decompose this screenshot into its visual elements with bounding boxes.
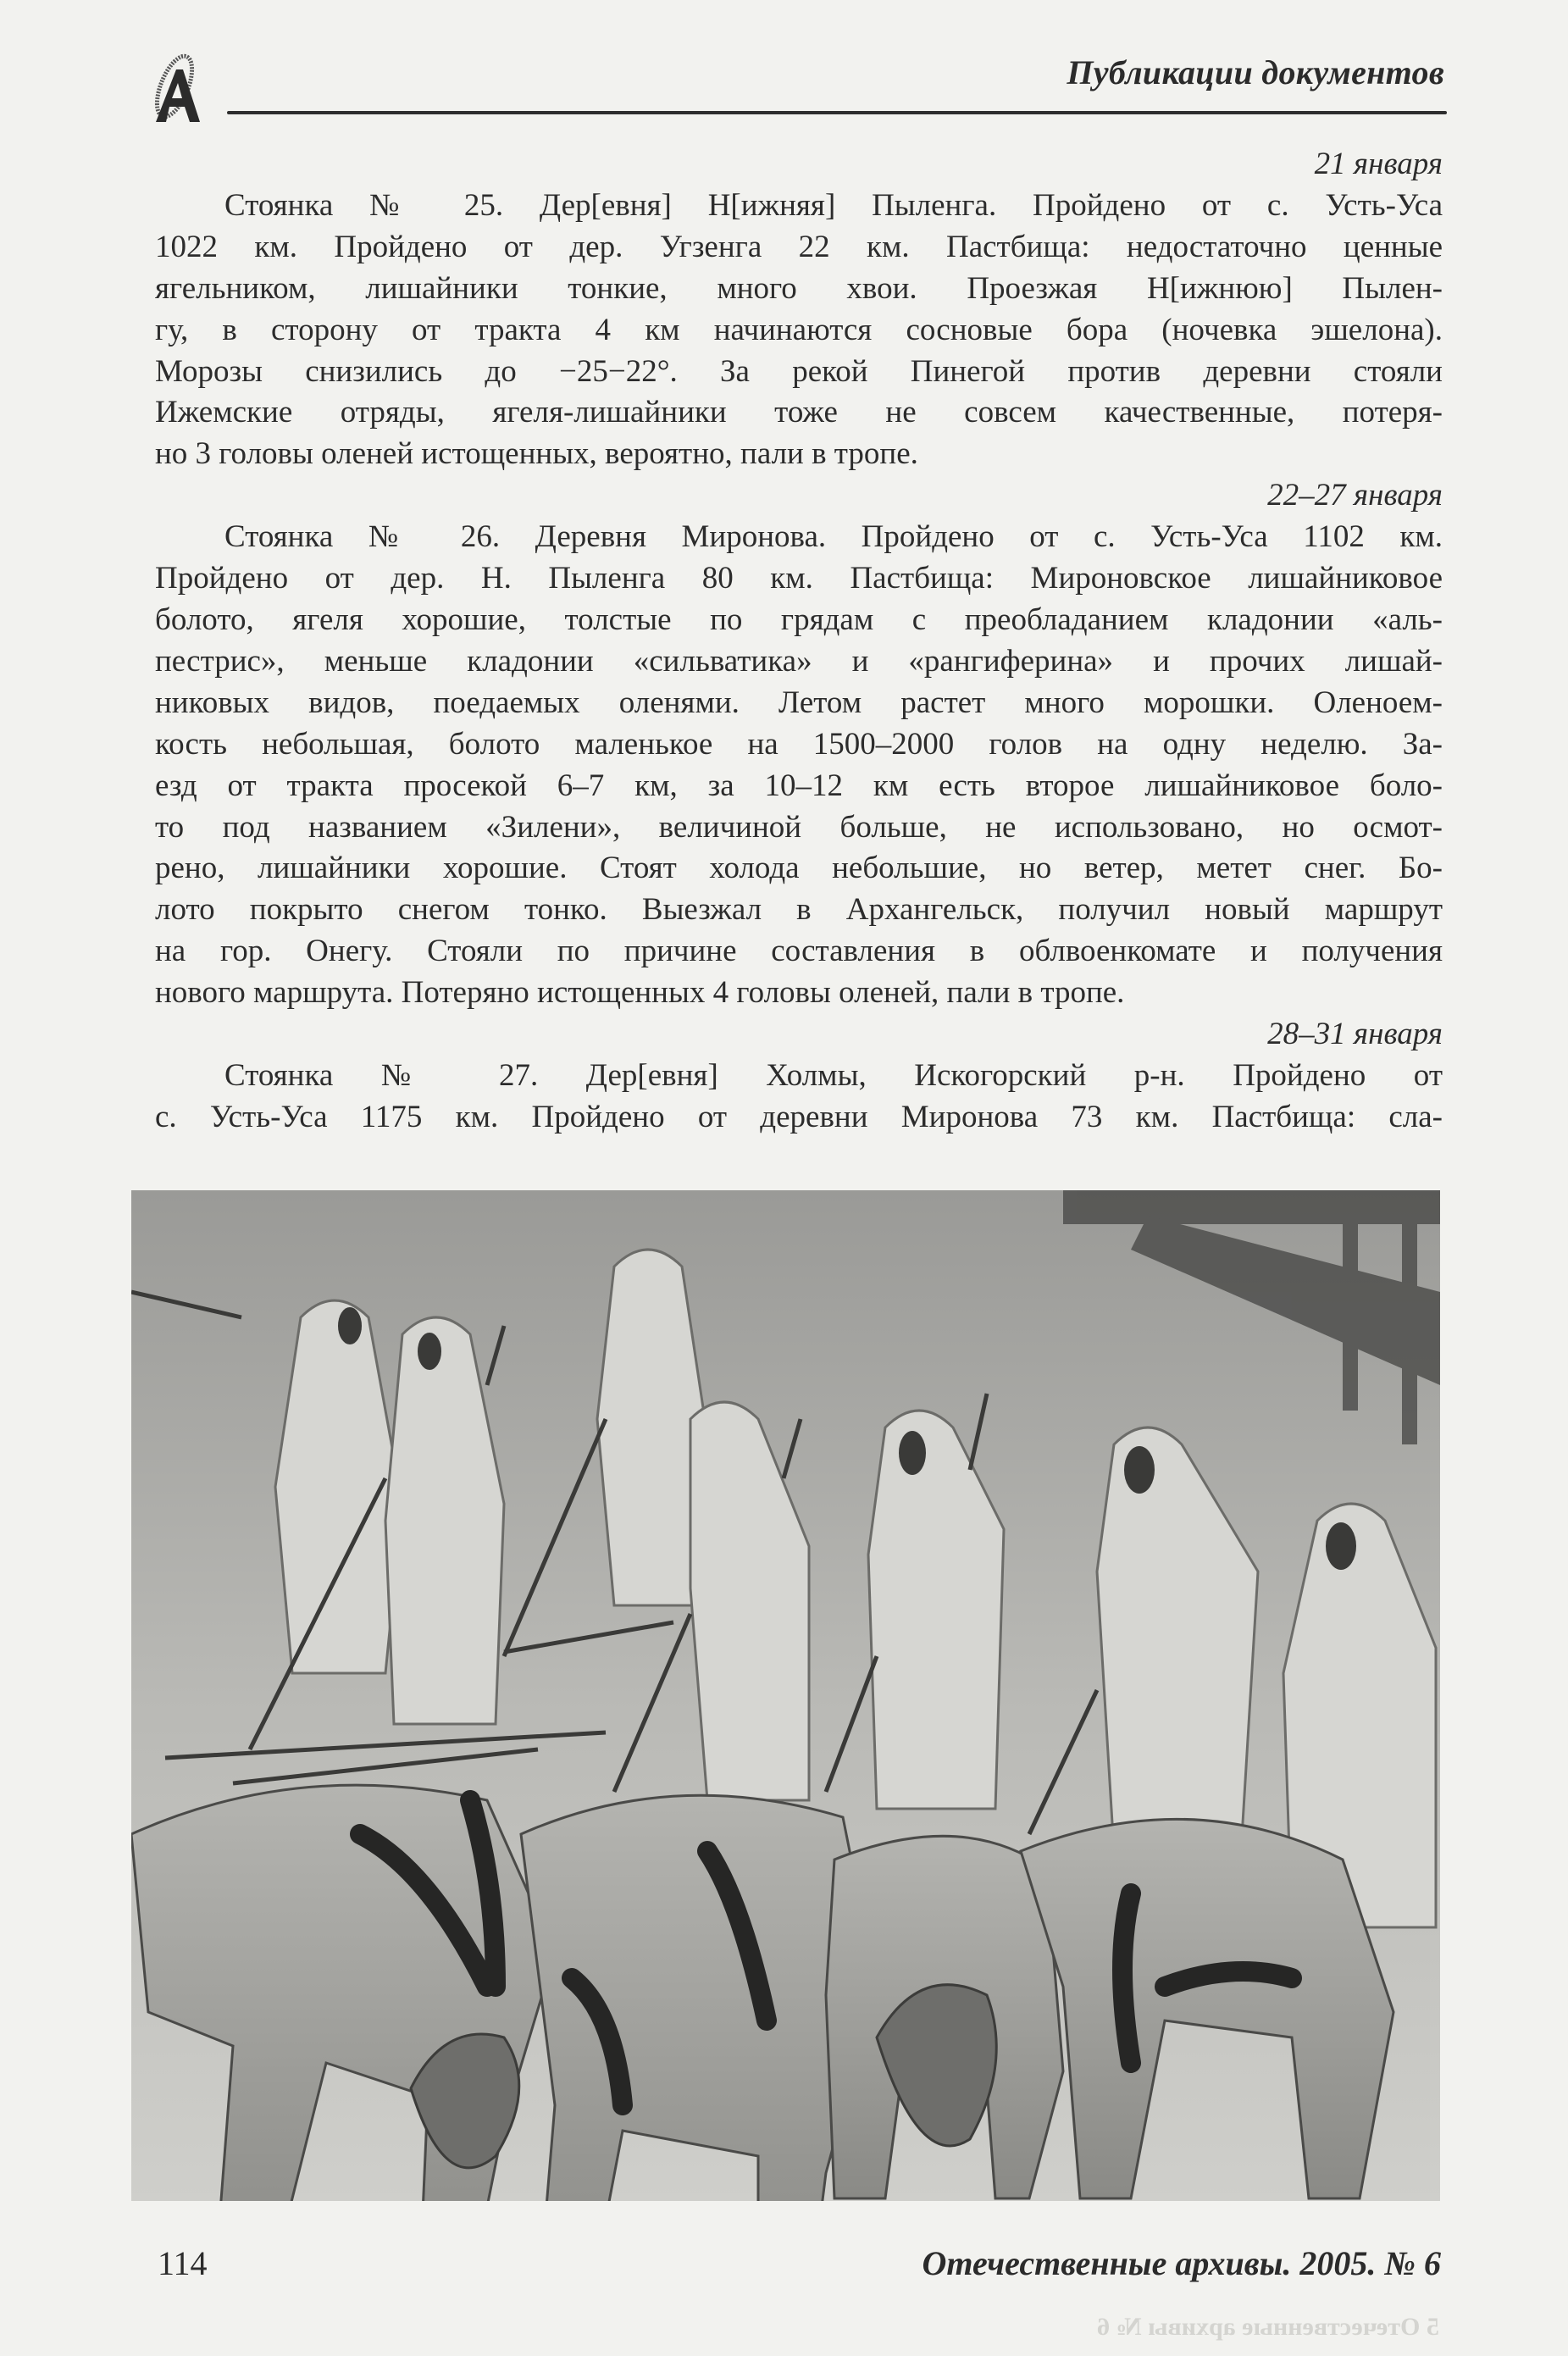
text-line: с. Усть-Уса 1175 км. Пройдено от деревни Миронова 73 км. Пастбища: сла- xyxy=(155,1099,1443,1134)
reverse-side-bleed-text: 5 Отечественные архивы № 6 xyxy=(1097,2313,1439,2341)
journal-title: Отечественные архивы. 2005. № 6 xyxy=(922,2244,1441,2282)
text-line: Стоянка № 27. Дер[евня] Холмы, Искогорский р-н. Пройдено от xyxy=(224,1057,1443,1093)
diary-entry xyxy=(155,1014,1443,1139)
text-line: пестрис», меньше кладонии «сильватика» и «рангиферина» и прочих лишай- xyxy=(155,643,1443,679)
text-line: Стоянка № 26. Деревня Миронова. Пройдено от с. Усть-Уса 1102 км. xyxy=(224,519,1443,555)
text-line: лото покрыто снегом тонко. Выезжал в Архангельск, получил новый маршрут xyxy=(155,892,1443,928)
text-line: нового маршрута. Потеряно истощенных 4 головы оленей, пали в тропе. xyxy=(155,975,1125,1011)
entry-date: 28–31 января xyxy=(1267,1017,1443,1052)
entry-paragraph xyxy=(155,1056,1443,1139)
photo-skiers-reindeer-icon xyxy=(131,1190,1440,2201)
text-line: то под названием «Зилени», величиной больше, не использовано, но осмот- xyxy=(155,809,1443,845)
text-line: болото, ягеля хорошие, толстые по грядам с преобладанием кладонии «аль- xyxy=(155,601,1443,637)
entry-date: 21 января xyxy=(1314,147,1443,181)
text-line: гу, в сторону от тракта 4 км начинаются сосновые бора (ночевка эшелона). xyxy=(155,312,1443,347)
running-title: Публикации документов xyxy=(1067,53,1444,91)
page-number: 114 xyxy=(158,2244,208,2282)
diary-entry xyxy=(155,144,1443,475)
text-line: 1022 км. Пройдено от дер. Угзенга 22 км. Пастбища: недостаточно ценные xyxy=(155,229,1443,264)
entry-paragraph xyxy=(155,517,1443,1014)
diary-entry xyxy=(155,475,1443,1014)
header-divider xyxy=(227,111,1447,114)
text-line: ягельником, лишайники тонкие, много хвои. Проезжая Н[ижнюю] Пылен- xyxy=(155,270,1443,306)
document-body xyxy=(155,144,1443,1139)
text-line: Морозы снизились до −25−22°. За рекой Пинегой против деревни стояли xyxy=(155,353,1443,389)
text-line: Стоянка № 25. Дер[евня] Н[ижняя] Пыленга. Пройдено от с. Усть-Уса xyxy=(224,187,1443,223)
entry-paragraph xyxy=(155,186,1443,475)
text-line: рено, лишайники хорошие. Стоят холода небольшие, но ветер, метет снег. Бо- xyxy=(155,851,1443,886)
text-line: Ижемские отряды, ягеля-лишайники тоже не совсем качественные, потеря- xyxy=(155,395,1443,430)
text-line: езд от тракта просекой 6–7 км, за 10–12 км есть второе лишайниковое боло- xyxy=(155,768,1443,803)
text-line: Пройдено от дер. Н. Пыленга 80 км. Пастбища: Мироновское лишайниковое xyxy=(155,561,1443,596)
text-line: но 3 головы оленей истощенных, вероятно, пали в тропе. xyxy=(155,436,918,472)
text-line: на гор. Онегу. Стояли по причине составления в облвоенкомате и получения xyxy=(155,934,1443,969)
text-line: кость небольшая, болото маленькое на 1500–2000 голов на одну неделю. За- xyxy=(155,726,1443,762)
text-line: никовых видов, поедаемых оленями. Летом растет много морошки. Оленоем- xyxy=(155,685,1443,720)
entry-date: 22–27 января xyxy=(1267,478,1443,513)
journal-logo-icon xyxy=(146,49,207,127)
